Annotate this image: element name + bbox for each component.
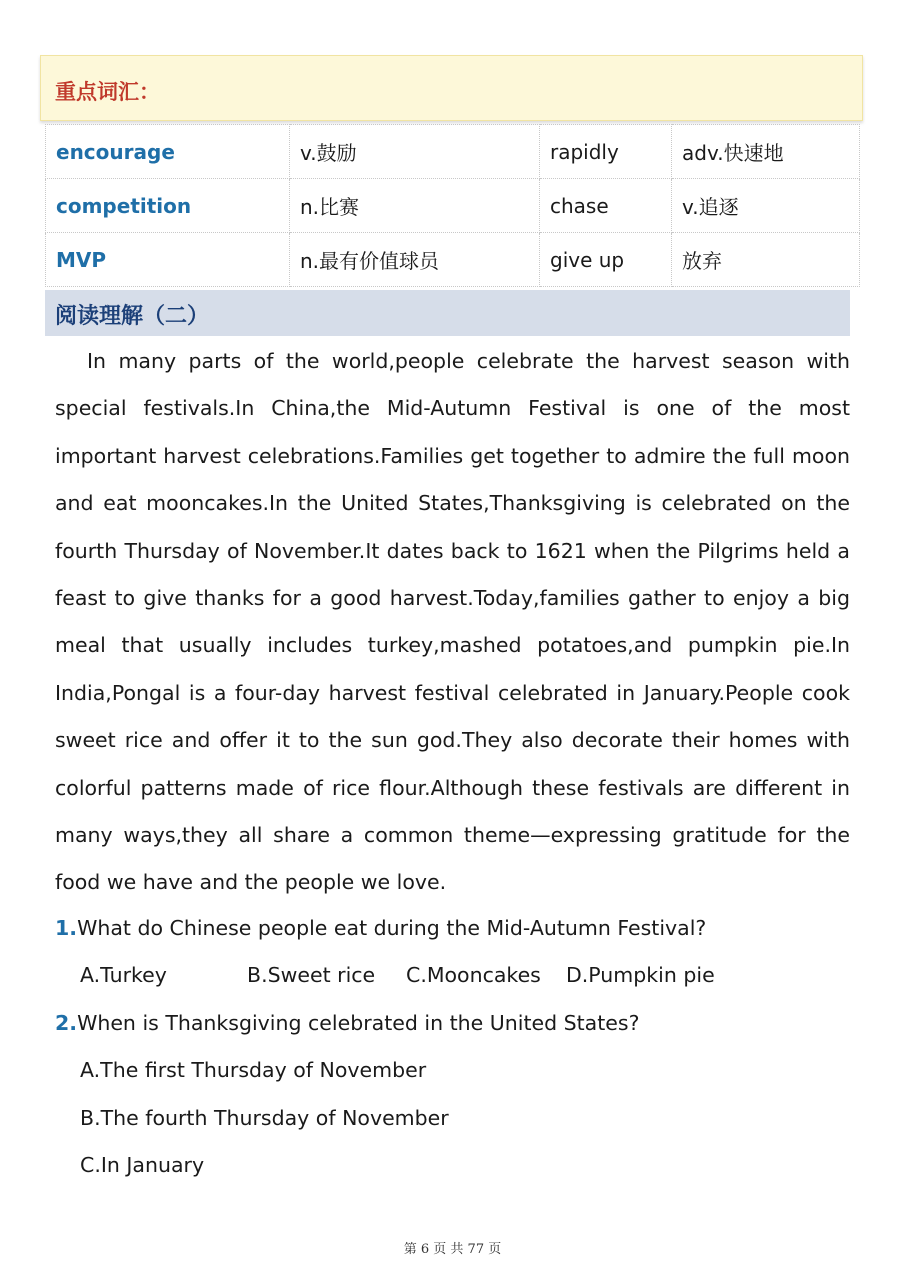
vocab-word: encourage	[46, 125, 290, 179]
question-number: 2.	[55, 1011, 78, 1035]
question-text: What do Chinese people eat during the Mid-Autumn Festival?	[77, 916, 707, 940]
page-footer: 第 6 页 共 77 页	[403, 1242, 502, 1257]
table-row	[46, 125, 860, 179]
option-b: B.Sweet rice	[247, 963, 376, 987]
question-text: When is Thanksgiving celebrated in the United States?	[77, 1011, 640, 1035]
option-c: C.In January	[80, 1153, 205, 1177]
vocab-word: MVP	[46, 233, 290, 287]
vocab-word: chase	[540, 179, 672, 233]
vocab-meaning: 放弃	[672, 233, 860, 287]
table-row	[46, 233, 860, 287]
question-1	[55, 916, 706, 940]
reading-passage: In many parts of the world,people celebrate the harvest season with special festivals.In China,the Mid-Autumn Festival is one of the most important harvest celebrations.Families get together to admire the full moon and eat mooncakes.In the United States,Thanksgiving is celebrated on the fourth Thursday of November.It dates back to 1621 when the Pilgrims held a feast to give thanks for a good harvest.Today,families gather to enjoy a big meal that usually includes turkey,mashed potatoes,and pumpkin pie.In India,Pongal is a four-day harvest festival celebrated in January.People cook sweet rice and offer it to the sun god.They also decorate their homes with colorful patterns made of rice flour.Although these festivals are different in many ways,they all share a common theme—expressing gratitude for the food we have and the people we love.	[55, 349, 850, 895]
vocab-meaning: n.比赛	[290, 179, 540, 233]
vocab-meaning: v.鼓励	[290, 125, 540, 179]
vocab-title: 重点词汇：	[55, 80, 160, 104]
section-header	[45, 290, 850, 336]
vocab-meaning: n.最有价值球员	[290, 233, 540, 287]
option-c: C.Mooncakes	[406, 963, 541, 987]
question-2	[55, 1011, 639, 1035]
question-number: 1.	[55, 916, 78, 940]
option-d: D.Pumpkin pie	[566, 963, 715, 987]
vocab-meaning: adv.快速地	[672, 125, 860, 179]
table-row	[46, 179, 860, 233]
vocab-table	[45, 124, 860, 287]
option-b: B.The fourth Thursday of November	[80, 1106, 449, 1130]
section-title: 阅读理解（二）	[55, 304, 210, 329]
vocab-meaning: v.追逐	[672, 179, 860, 233]
option-a: A.The first Thursday of November	[80, 1058, 427, 1082]
vocab-word: rapidly	[540, 125, 672, 179]
option-a: A.Turkey	[80, 963, 167, 987]
vocab-word: give up	[540, 233, 672, 287]
vocab-header	[40, 55, 863, 121]
vocab-word: competition	[46, 179, 290, 233]
